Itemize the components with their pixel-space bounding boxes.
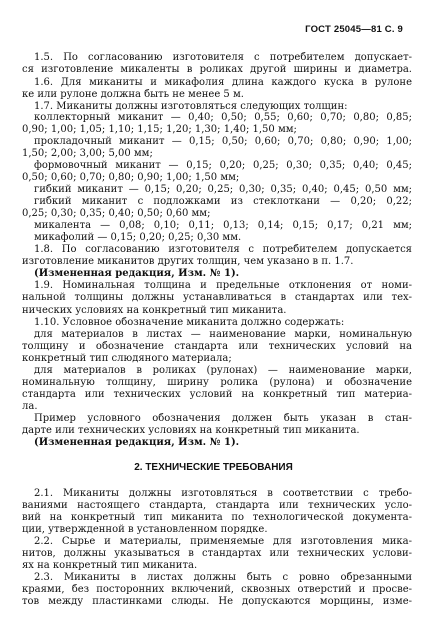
- text-line: 1.7. Миканиты должны изготовляться следующих толщин:: [34, 101, 348, 112]
- text-line: 1.8. По согласованию изготовителя с потребителем допускается: [34, 244, 412, 255]
- text-line: (Измененная редакция, Изм. № 1).: [34, 437, 240, 448]
- text-line: 2.3. Миканиты в листах должны быть с ровно обрезанными: [34, 572, 412, 583]
- text-line: 0,90; 1,00; 1,05; 1,10; 1,15; 1,20; 1,30; 1,40; 1,50 мм;: [22, 124, 297, 135]
- text-line: Пример условного обозначения должен быть указан в стан-: [34, 413, 412, 424]
- text-line: нитов, должны указываться в стандартах или технических услови-: [22, 548, 412, 559]
- text-line: коллекторный миканит — 0,40; 0,50; 0,55; 0,60; 0,70; 0,80; 0,85;: [34, 112, 412, 123]
- text-line: ях на конкретный тип миканита.: [22, 560, 198, 571]
- text-line: микафолий — 0,15; 0,20; 0,25; 0,30 мм.: [34, 232, 242, 243]
- text-line: ке или рулоне должна быть не менее 5 м.: [22, 89, 244, 100]
- text-line: 1.6. Для миканиты и микафолия длина каждого куска в рулоне: [34, 77, 412, 88]
- text-line: дарте или технических условиях на конкретный тип миканита.: [22, 425, 360, 436]
- text-line: 1,50; 2,00; 3,00; 5,00 мм;: [22, 148, 153, 159]
- text-line: гибкий миканит с подложками из стеклоткани — 0,20; 0,22;: [34, 196, 412, 207]
- text-line: конкретный тип слюдяного материала;: [22, 353, 232, 364]
- text-line: краями, без посторонних включений, сквозных отверстий и просве-: [22, 584, 412, 595]
- text-line: 0,25; 0,30; 0,35; 0,40; 0,50; 0,60 мм;: [22, 208, 211, 219]
- text-line: тов между пластинками слюды. Не допускаются морщины, изме-: [22, 596, 412, 607]
- text-line: вий на конкретный тип миканита по технологической документа-: [22, 512, 412, 523]
- text-line: гибкий миканит — 0,15; 0,20; 0,25; 0,30; 0,35; 0,40; 0,45; 0,50 мм;: [34, 184, 412, 195]
- text-line: 1.10. Условное обозначение миканита должно содержать:: [34, 317, 345, 328]
- page-header: ГОСТ 25045—81 С. 9: [305, 24, 403, 35]
- text-line: ла.: [22, 401, 38, 412]
- section-title: 2. ТЕХНИЧЕСКИЕ ТРЕБОВАНИЯ: [134, 462, 293, 473]
- text-line: микалента — 0,08; 0,10; 0,11; 0,13; 0,14; 0,15; 0,17; 0,21 мм;: [34, 220, 412, 231]
- text-line: толщину и обозначение стандарта или технических условий на: [22, 341, 412, 352]
- text-line: 1.9. Номинальная толщина и предельные отклонения от номи-: [34, 280, 412, 291]
- text-line: нических условиях на конкретный тип миканита.: [22, 305, 287, 316]
- text-line: (Измененная редакция, Изм. № 1).: [34, 268, 240, 279]
- text-line: номинальную толщину, ширину ролика (рулона) и обозначение: [22, 377, 412, 388]
- text-line: 2.1. Миканиты должны изготовляться в соответствии с требо-: [34, 488, 412, 499]
- text-line: ваниями настоящего стандарта, стандарта или технических усло-: [22, 500, 412, 511]
- text-line: формовочный миканит — 0,15; 0,20; 0,25; 0,30; 0,35; 0,40; 0,45;: [34, 160, 412, 171]
- text-line: для материалов в листах — наименование марки, номинальную: [34, 329, 412, 340]
- text-line: 2.2. Сырье и материалы, применяемые для изготовления мика-: [34, 536, 412, 547]
- text-line: стандарта или технических условий на конкретный тип материа-: [22, 389, 412, 400]
- text-line: ся изготовление микаленты в роликах другой ширины и диаметра.: [22, 64, 412, 75]
- text-line: 1.5. По согласованию изготовителя с потребителем допускает-: [34, 52, 412, 63]
- text-line: 0,50; 0,60; 0,70; 0,80; 0,90; 1,00; 1,50 мм;: [22, 172, 240, 183]
- text-line: для материалов в роликах (рулонах) — наименование марки,: [34, 365, 412, 376]
- text-line: прокладочный миканит — 0,15; 0,50; 0,60; 0,70; 0,80; 0,90; 1,00;: [34, 136, 412, 147]
- text-line: нальной толщины должны устанавливаться в стандартах или тех-: [22, 292, 412, 303]
- text-line: ции, утвержденной в установленном порядке.: [22, 524, 268, 535]
- text-line: изготовление миканитов других толщин, чем указано в п. 1.7.: [22, 256, 354, 267]
